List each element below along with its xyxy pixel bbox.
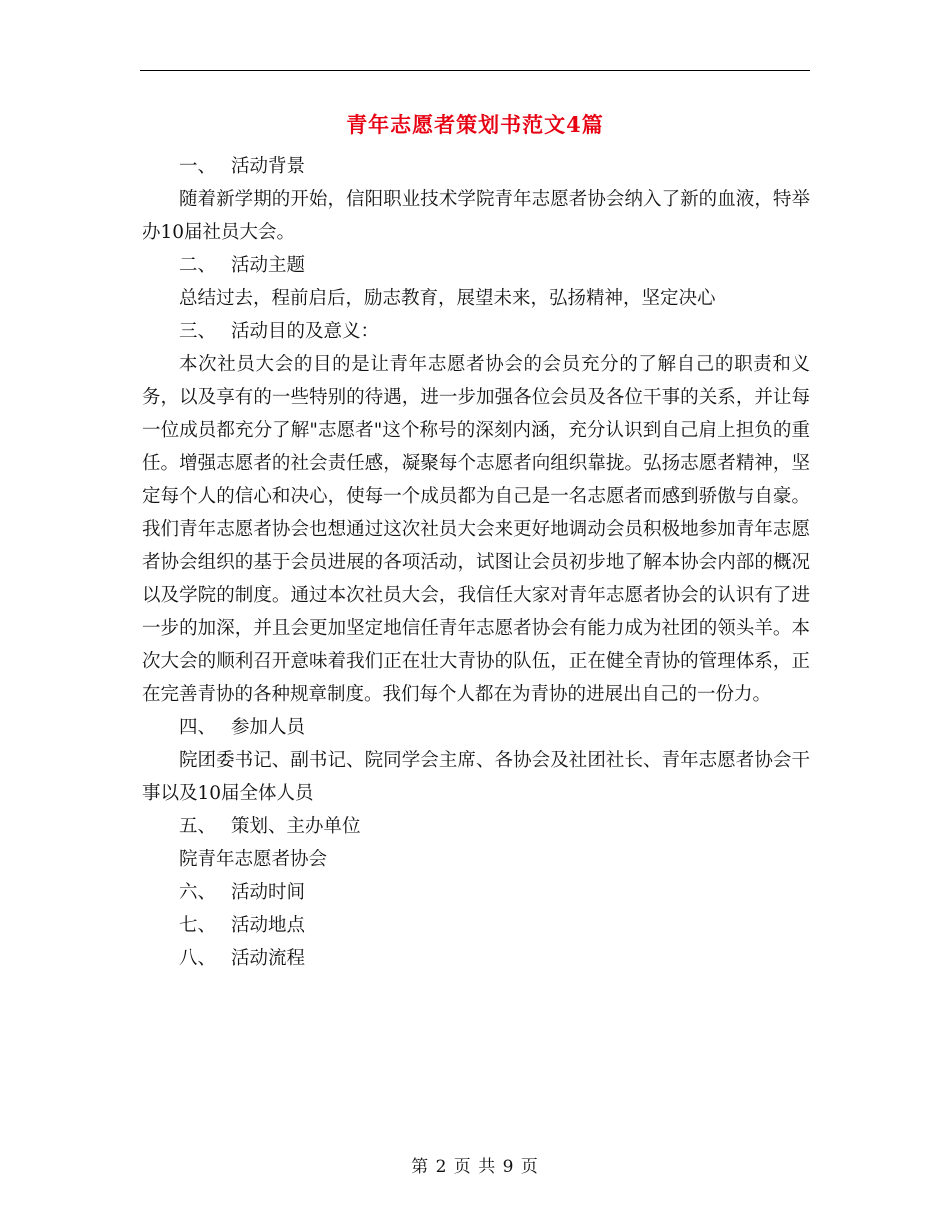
section-number: 八、: [179, 948, 217, 969]
paragraph-organizer: 院青年志愿者协会: [179, 849, 328, 870]
section-heading-background: [142, 150, 810, 183]
document-title: 青年志愿者策划书范文4篇: [346, 112, 604, 137]
section-title: 活动背景: [231, 156, 306, 177]
header-rule: [140, 70, 810, 71]
section-heading-theme: [142, 249, 810, 282]
section-heading-participants: [142, 711, 810, 744]
section-number: 七、: [179, 915, 217, 936]
section-title: 参加人员: [231, 717, 306, 738]
section-title: 活动主题: [231, 255, 306, 276]
paragraph-purpose: 本次社员大会的目的是让青年志愿者协会的会员充分的了解自己的职责和义务，以及享有的一些特别的待遇，进一步加强各位会员及各位干事的关系，并让每一位成员都充分了解"志愿者"这个称号的深刻内涵，充分认识到自己肩上担负的重任。增强志愿者的社会责任感，凝聚每个志愿者向组织靠拢。弘扬志愿者精神，坚定每个人的信心和决心，使每一个成员都为自己是一名志愿者而感到骄傲与自豪。我们青年志愿者协会也想通过这次社员大会来更好地调动会员积极地参加青年志愿者协会组织的基于会员进展的各项活动，试图让会员初步地了解本协会内部的概况以及学院的制度。通过本次社员大会，我信任大家对青年志愿者协会的认识有了进一步的加深，并且会更加坚定地信任青年志愿者协会有能力成为社团的领头羊。本次大会的顺利召开意味着我们正在壮大青协的队伍，正在健全青协的管理体系，正在完善青协的各种规章制度。我们每个人都在为青协的进展出自己的一份力。: [142, 354, 810, 705]
section-heading-location: [142, 909, 810, 942]
section-number: 五、: [179, 816, 217, 837]
section-title: 活动目的及意义：: [231, 321, 380, 342]
section-number: 一、: [179, 156, 217, 177]
section-number: 二、: [179, 255, 217, 276]
section-title: 活动地点: [231, 915, 306, 936]
section-number: 四、: [179, 717, 217, 738]
section-title: 策划、主办单位: [231, 816, 361, 837]
section-number: 六、: [179, 882, 217, 903]
section-heading-purpose: [142, 315, 810, 348]
section-number: 三、: [179, 321, 217, 342]
page-number-footer: 第 2 页 共 9 页: [411, 1157, 539, 1177]
section-heading-process: [142, 942, 810, 975]
section-heading-time: [142, 876, 810, 909]
section-heading-organizer: [142, 810, 810, 843]
paragraph-participants: 院团委书记、副书记、院同学会主席、各协会及社团社长、青年志愿者协会干事以及10届全体人员: [142, 750, 810, 804]
paragraph-theme: 总结过去，程前启后，励志教育，展望未来，弘扬精神，坚定决心: [179, 288, 716, 309]
section-title: 活动流程: [231, 948, 306, 969]
section-title: 活动时间: [231, 882, 306, 903]
paragraph-background: 随着新学期的开始，信阳职业技术学院青年志愿者协会纳入了新的血液，特举办10届社员大会。: [142, 189, 810, 243]
document-body: [142, 150, 810, 975]
